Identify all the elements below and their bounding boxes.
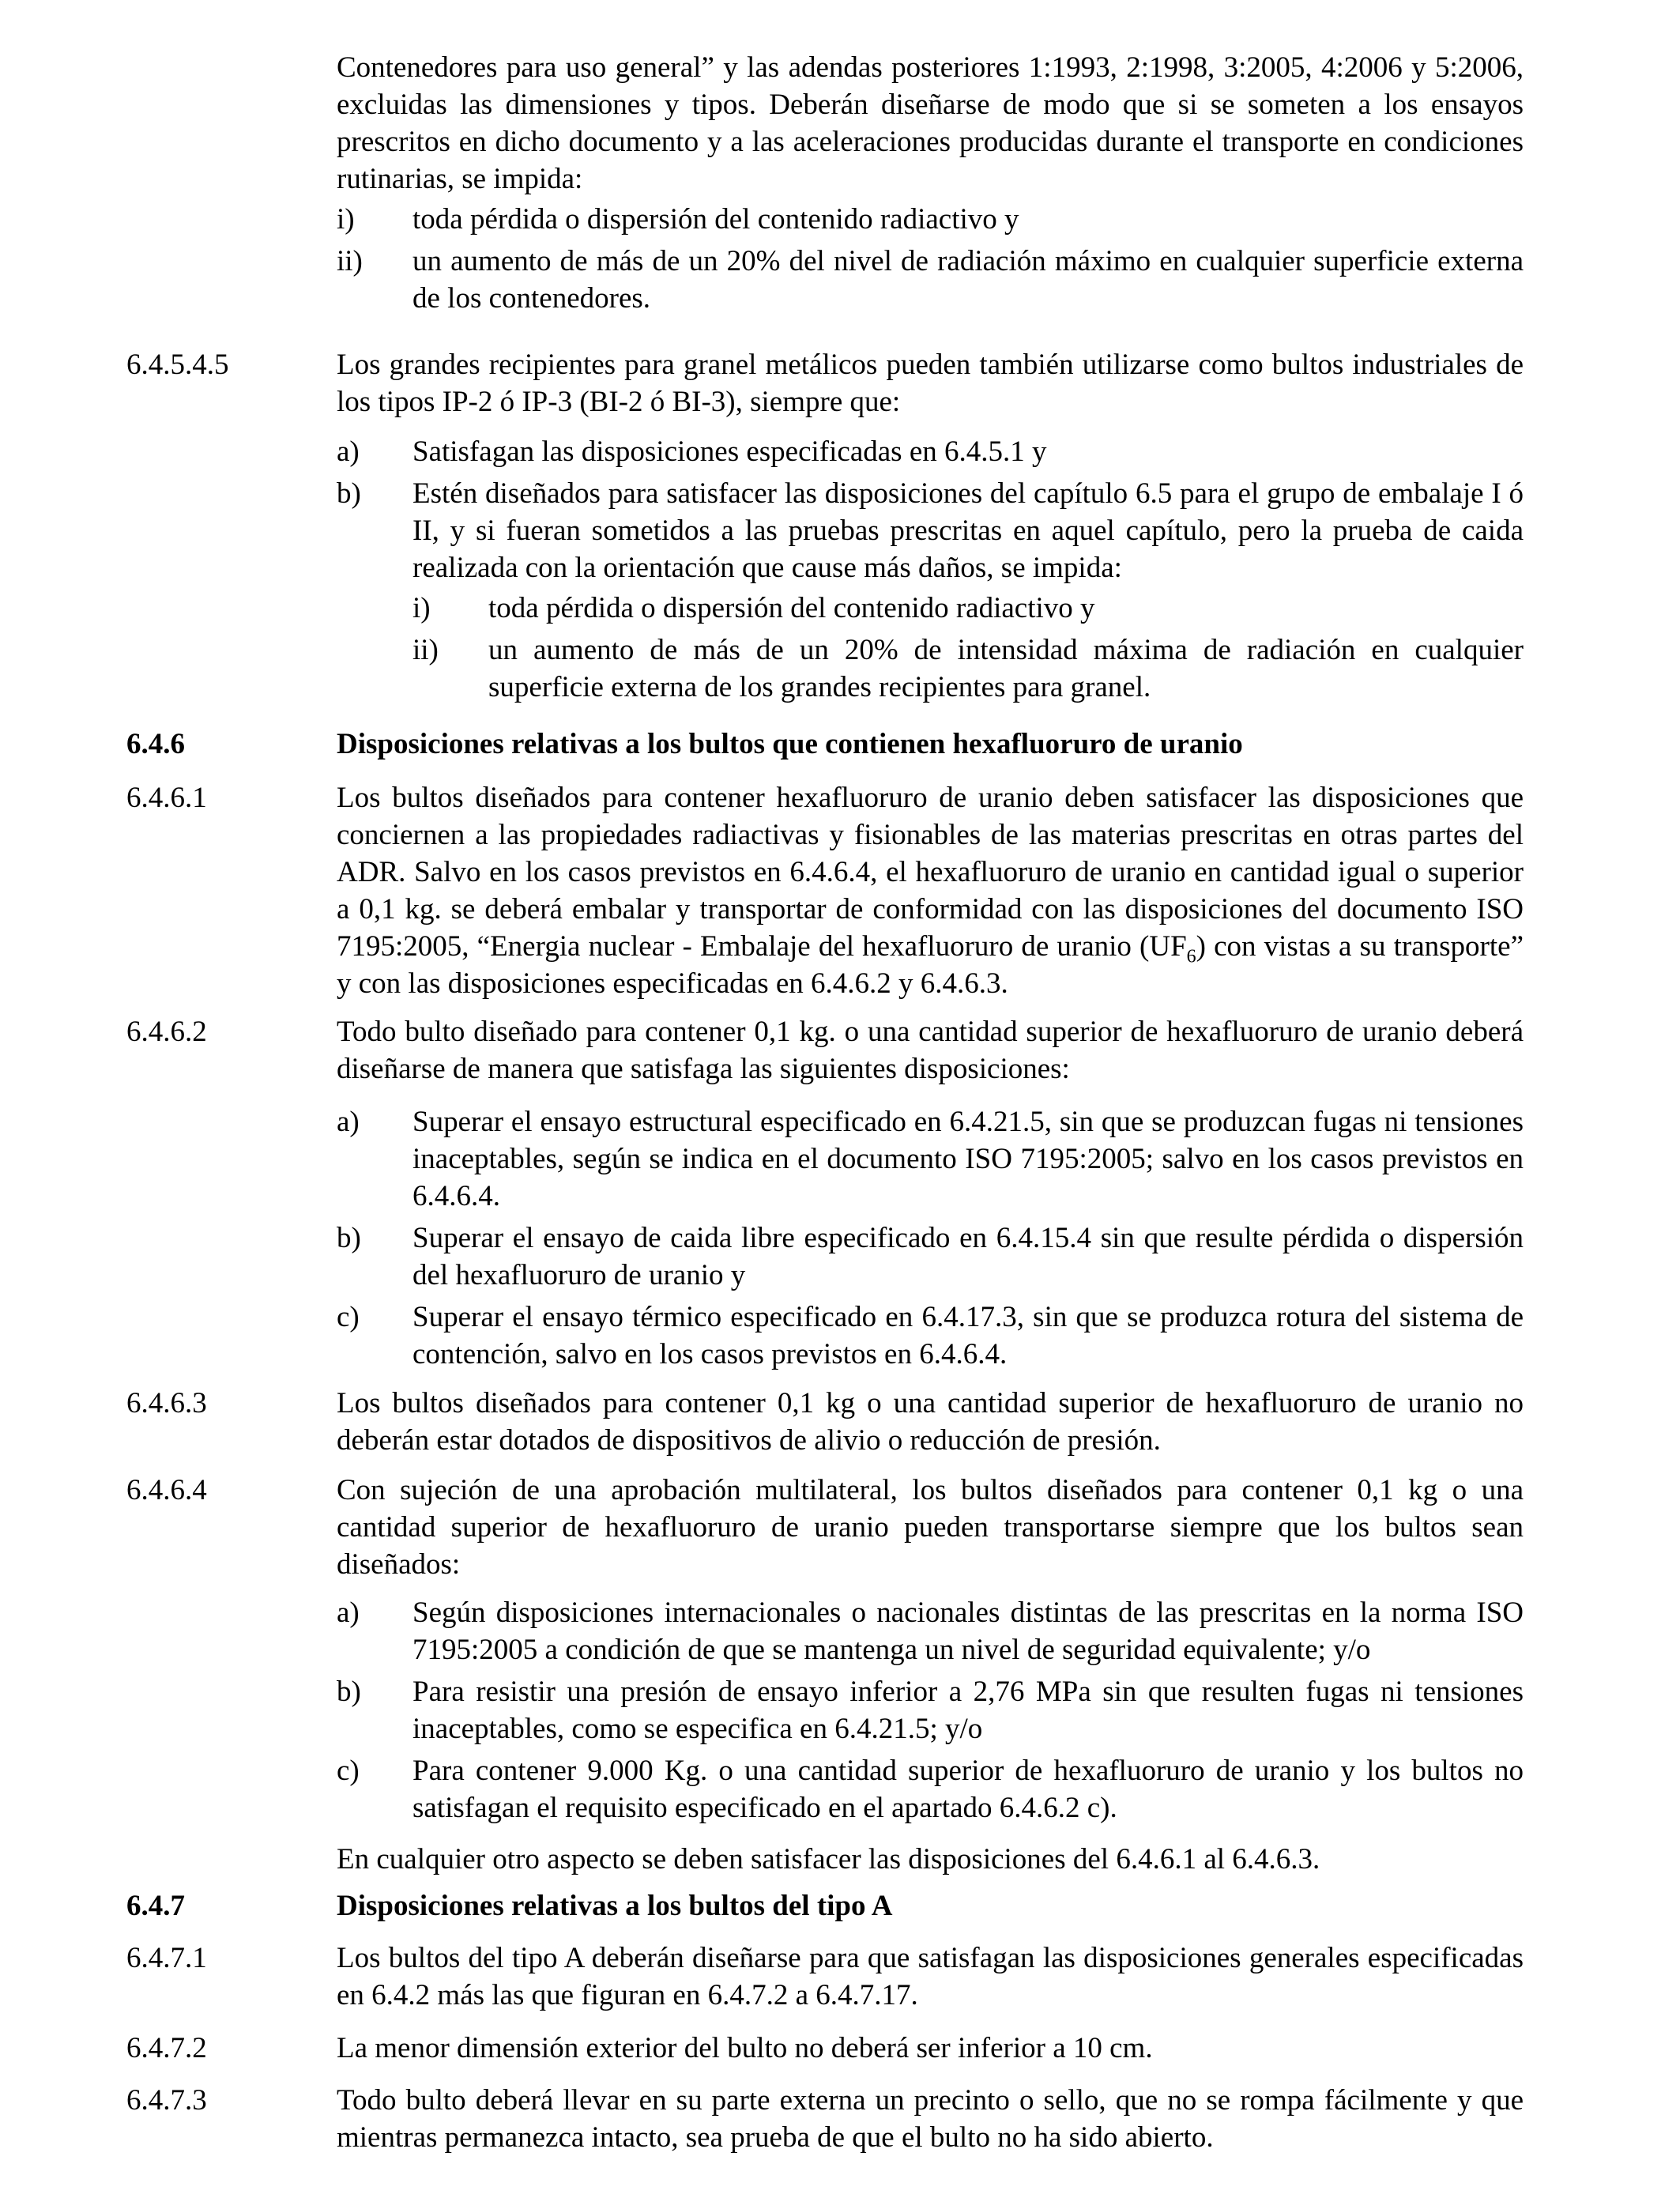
section-6-4-7-3 [126,2082,1524,2156]
list-item [337,1103,1524,1215]
item-label: c) [337,1301,360,1333]
item-label: a) [337,435,360,468]
sub-list-item [412,590,1524,627]
item-text: Satisfagan las disposiciones especificadas en 6.4.5.1 y [412,435,1047,468]
section-number: 6.4.6.1 [126,782,207,814]
section-6-4-5-4-5 [126,346,1524,706]
section-number: 6.4.7 [126,1890,185,1922]
item-text: Superar el ensayo térmico especificado en 6.4.17.3, sin que se produzca rotura del sistema de contención, salvo en los casos previstos en 6.4.6.4. [412,1301,1524,1370]
paragraph-text: Los grandes recipientes para granel metálicos pueden también utilizarse como bultos industriales de los tipos IP-2 ó IP-3 (BI-2 ó BI-3), siempre que: [337,349,1524,418]
item-label: a) [337,1596,360,1629]
item-text: Para contener 9.000 Kg. o una cantidad superior de hexafluoruro de uranio y los bultos no satisfagan el requisito especificado en el apartado 6.4.6.2 c). [412,1755,1524,1824]
section-title: Disposiciones relativas a los bultos que contienen hexafluoruro de uranio [337,728,1243,760]
continued-paragraph [337,49,1524,317]
item-text: Según disposiciones internacionales o nacionales distintas de las prescritas en la norma ISO 7195:2005 a condición de que se mantenga un nivel de seguridad equivalente; y/o [412,1596,1524,1666]
item-text: Estén diseñados para satisfacer las disposiciones del capítulo 6.5 para el grupo de embalaje I ó II, y si fueran sometidos a las pruebas prescritas en aquel capítulo, pero la prueba de caida realizada con la orientación que cause más daños, se impida: [412,477,1524,584]
list-item [337,1594,1524,1668]
item-label: i) [412,592,431,624]
section-6-4-6-4 [126,1472,1524,1878]
paragraph-text: Todo bulto diseñado para contener 0,1 kg. o una cantidad superior de hexafluoruro de uranio deberá diseñarse de manera que satisfaga las siguientes disposiciones: [337,1016,1524,1085]
paragraph-text: Contenedores para uso general” y las adendas posteriores 1:1993, 2:1998, 3:2005, 4:2006 y 5:2006, excluidas las dimensiones y tipos. Deberán diseñarse de modo que si se someten a los ensayos prescritos en dicho documento y a las aceleraciones producidas durante el transporte en condiciones rutinarias, se impida: [337,51,1524,195]
list-item [337,1220,1524,1294]
section-number: 6.4.6 [126,728,185,760]
section-heading-6-4-7 [126,1887,1524,1924]
paragraph-text: Con sujeción de una aprobación multilateral, los bultos diseñados para contener 0,1 kg o una cantidad superior de hexafluoruro de uranio pueden transportarse siempre que los bultos sean diseñados: [337,1474,1524,1581]
list-item [337,433,1524,470]
item-label: a) [337,1106,360,1138]
item-label: ii) [412,634,439,666]
paragraph-text: La menor dimensión exterior del bulto no deberá ser inferior a 10 cm. [337,2032,1153,2064]
list-item [337,201,1524,238]
section-6-4-7-2 [126,2030,1524,2067]
paragraph-text [337,779,1524,1002]
item-label: b) [337,1222,361,1254]
text-part: Los bultos diseñados para contener hexafluoruro de uranio deben satisfacer las disposiciones que conciernen a las propiedades radiactivas y fisionables de las materias prescritas en otras partes del ADR. Salvo en los casos previstos en 6.4.6.4, el hexafluoruro de uranio en cantidad igual o superior a 0,1 kg. se deberá embalar y transportar de conformidad con las disposiciones del documento ISO 7195:2005, “Energia nuclear - Embalaje del hexafluoruro de uranio (UF [337,782,1524,963]
list-item [337,243,1524,317]
closing-text: En cualquier otro aspecto se deben satisfacer las disposiciones del 6.4.6.1 al 6.4.6.3. [337,1843,1320,1875]
item-label: b) [337,1676,361,1708]
list-item [337,1299,1524,1373]
item-label: b) [337,477,361,510]
item-label: i) [337,203,355,236]
section-number: 6.4.6.4 [126,1474,207,1506]
item-text: Superar el ensayo estructural especificado en 6.4.21.5, sin que se produzcan fugas ni tensiones inaceptables, según se indica en el documento ISO 7195:2005; salvo en los casos previstos en 6.4.6.4. [412,1106,1524,1212]
section-number: 6.4.7.3 [126,2084,207,2117]
paragraph-text: Los bultos del tipo A deberán diseñarse para que satisfagan las disposiciones generales especificadas en 6.4.2 más las que figuran en 6.4.7.2 a 6.4.7.17. [337,1942,1524,2011]
list-item [337,475,1524,586]
item-text: toda pérdida o dispersión del contenido radiactivo y [412,203,1019,236]
list-item [337,1673,1524,1747]
paragraph-text: Los bultos diseñados para contener 0,1 kg o una cantidad superior de hexafluoruro de uranio no deberán estar dotados de dispositivos de alivio o reducción de presión. [337,1387,1524,1457]
section-number: 6.4.6.2 [126,1016,207,1048]
section-number: 6.4.7.1 [126,1942,207,1974]
paragraph-text: Todo bulto deberá llevar en su parte externa un precinto o sello, que no se rompa fácilmente y que mientras permanezca intacto, sea prueba de que el bulto no ha sido abierto. [337,2084,1524,2154]
item-text: Para resistir una presión de ensayo inferior a 2,76 MPa sin que resulten fugas ni tensiones inaceptables, como se especifica en 6.4.21.5; y/o [412,1676,1524,1745]
section-6-4-6-2 [126,1013,1524,1373]
item-label: c) [337,1755,360,1787]
section-title: Disposiciones relativas a los bultos del tipo A [337,1890,893,1922]
section-number: 6.4.6.3 [126,1387,207,1419]
item-label: ii) [337,245,363,277]
section-number: 6.4.7.2 [126,2032,207,2064]
section-heading-6-4-6 [126,726,1524,763]
section-6-4-6-1 [126,779,1524,1002]
section-6-4-7-1 [126,1940,1524,2014]
item-text: Superar el ensayo de caida libre especificado en 6.4.15.4 sin que resulte pérdida o dispersión del hexafluoruro de uranio y [412,1222,1524,1291]
item-text: un aumento de más de un 20% de intensidad máxima de radiación en cualquier superficie externa de los grandes recipientes para granel. [488,634,1524,703]
item-text: toda pérdida o dispersión del contenido radiactivo y [488,592,1095,624]
subscript: 6 [1186,946,1196,967]
sub-list-item [412,631,1524,706]
list-item [337,1752,1524,1826]
section-number: 6.4.5.4.5 [126,349,229,381]
section-6-4-6-3 [126,1385,1524,1459]
text-part: ) con vistas a su transporte” y con las disposiciones especificadas en 6.4.6.2 y 6.4.6.3. [337,930,1524,1000]
item-text: un aumento de más de un 20% del nivel de radiación máximo en cualquier superficie externa de los contenedores. [412,245,1524,315]
